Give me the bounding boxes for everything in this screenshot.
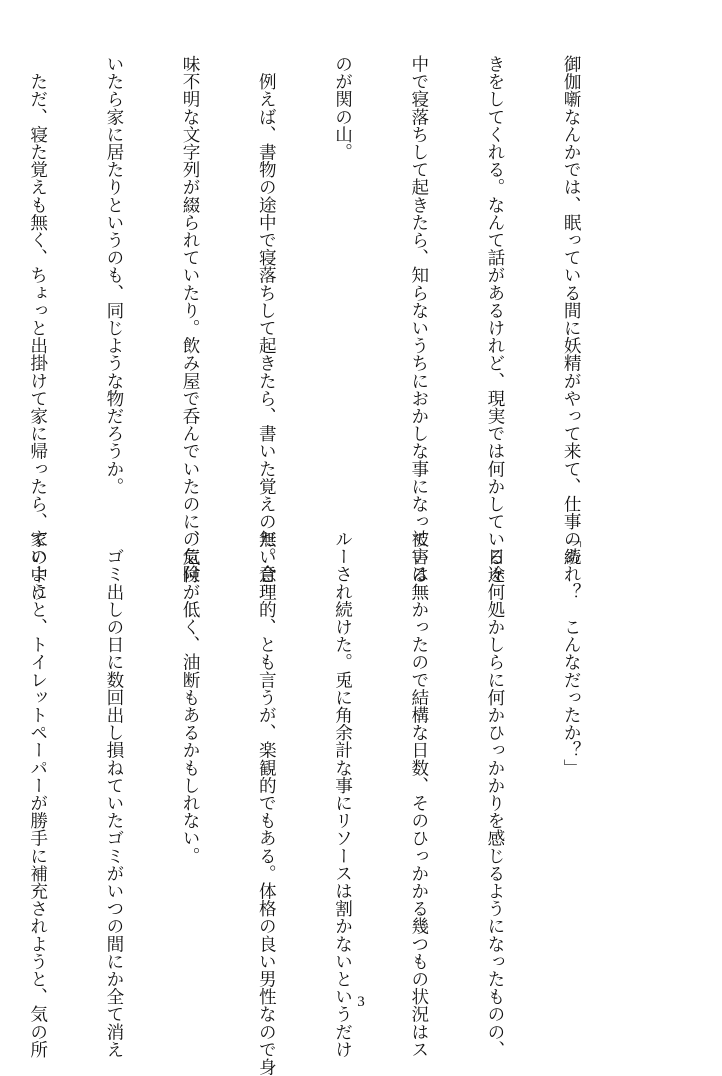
text-block-top [27, 55, 634, 601]
text-line: 御伽噺なんかでは、眠っている間に妖精がやって来て、仕事の続 [561, 55, 582, 566]
text-line: 被害は無かったので結構な日数、そのひっかかる幾つもの状況はス [408, 530, 429, 1058]
text-line: 「あれ？ こんなだったか？」 [561, 530, 582, 777]
text-block-bottom [27, 530, 634, 1076]
text-line: 中で寝落ちして起きたら、知らないうちにおかしな事になっている [408, 55, 429, 583]
text-line: 日々何処かしらに何かひっかかりを感じるようになったものの、 [484, 530, 505, 1058]
text-line: いたら家に居たりというのも、同じような物だろうか。 [103, 55, 124, 495]
text-line: ただ、寝た覚えも無く、ちょっと出掛けて家に帰ったら、家の中に [27, 55, 48, 601]
page-number: 3 [357, 994, 365, 1010]
text-line: の危険が低く、油断もあるかもしれない。 [180, 530, 201, 865]
text-line: だ。合理的、とも言うが、楽観的でもある。体格の良い男性なので身 [256, 530, 277, 1076]
text-line: ていようと、トイレットペーパーが勝手に補充されようと、気の所 [27, 530, 48, 1058]
text-line: のが関の山。 [332, 55, 353, 161]
text-line: 味不明な文字列が綴られていたり。飲み屋で呑んでいたのに、気付 [180, 55, 201, 583]
text-line: 例えば、書物の途中で寝落ちして起きたら、書いた覚えの無い意 [256, 55, 277, 583]
text-line: ゴミ出しの日に数回出し損ねていたゴミがいつの間にか全て消え [103, 530, 124, 1058]
text-line: きをしてくれる。なんて話があるけれど、現実では何かしている途 [484, 55, 505, 583]
text-line: ルーされ続けた。兎に角余計な事にリソースは割かないというだけ [332, 530, 353, 1058]
